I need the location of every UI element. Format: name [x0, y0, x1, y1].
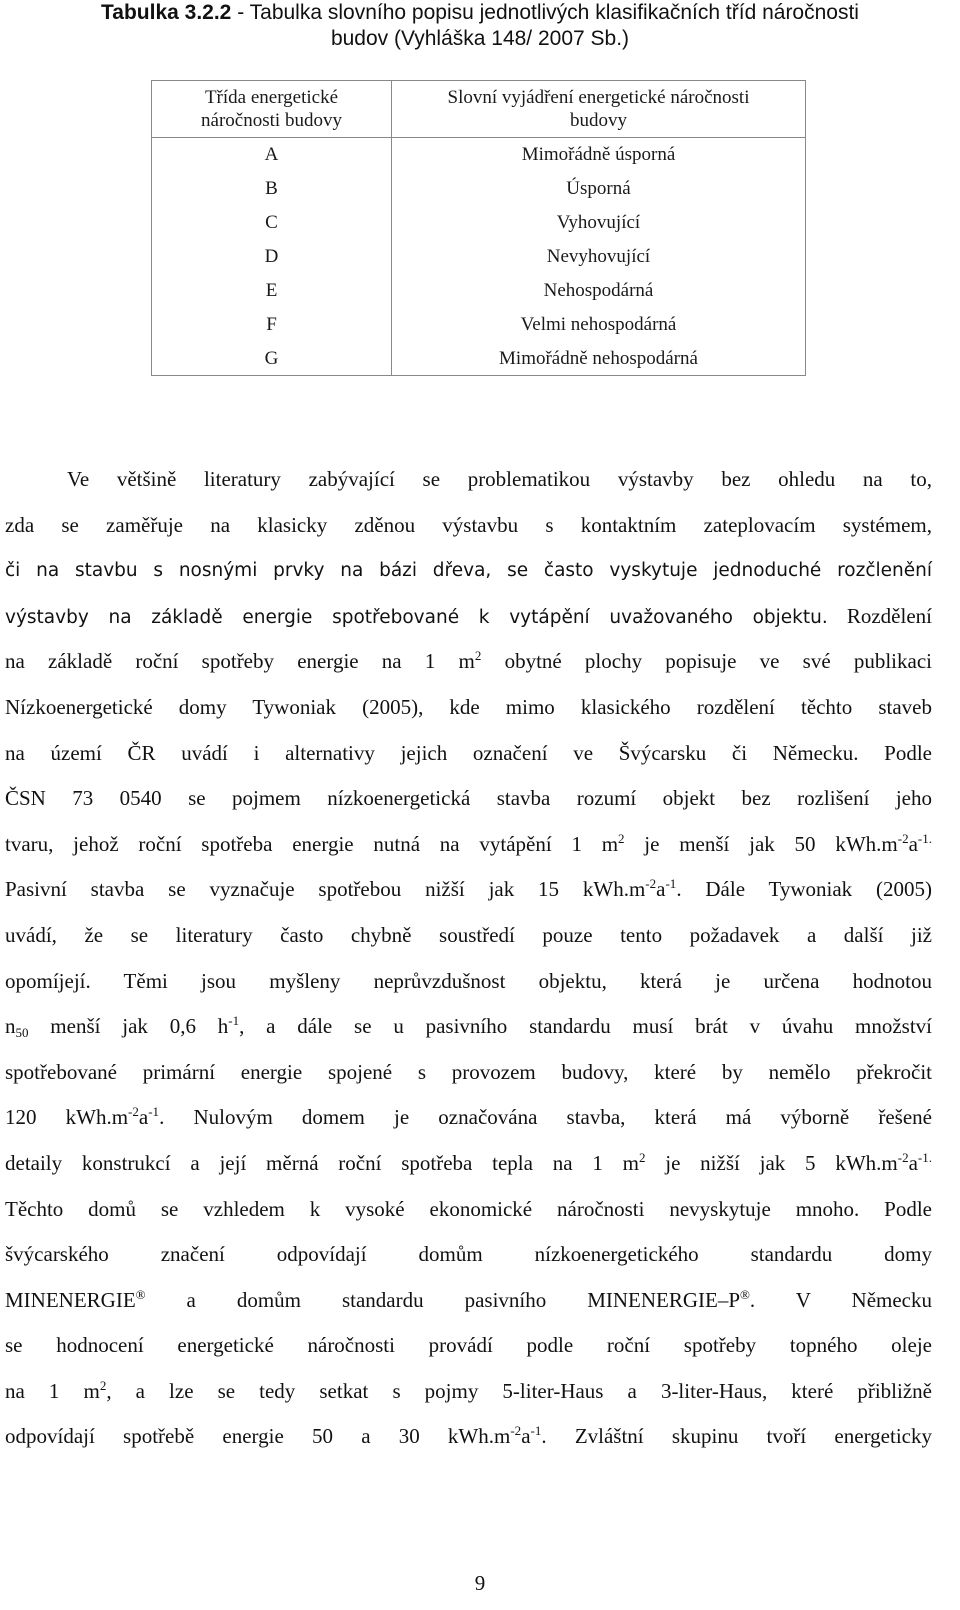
caption-label: Tabulka 3.2.2	[101, 1, 232, 24]
page-number: 9	[474, 1571, 486, 1595]
caption-text: - Tabulka slovního popisu jednotlivých klasifikačních tříd náročnosti	[231, 1, 859, 24]
text-line: zda se zaměřuje na klasicky zděnou výstavbu s kontaktním zateplovacím systémem,	[5, 512, 932, 537]
table-row	[152, 308, 805, 342]
text-line: MINENERGIE® a domům standardu pasivního MINENERGIE–P®. V Německu	[5, 1286, 932, 1312]
description-cell: Mimořádně nehospodárná	[499, 348, 698, 369]
class-cell: C	[152, 206, 392, 240]
header-description: Slovní vyjádření energetické náročnosti budovy	[392, 81, 806, 138]
class-cell: F	[152, 308, 392, 342]
body-paragraph	[5, 457, 932, 1460]
text-line: na základě roční spotřeby energie na 1 $m^2$ obytné plochy popisuje ve své publikaci	[5, 648, 932, 674]
description-cell: Vyhovující	[556, 212, 641, 233]
text-line: Nízkoenergetické domy Tywoniak (2005), kde mimo klasického rozdělení těchto staveb	[5, 694, 932, 719]
text-line: odpovídají spotřebě energie 50 a 30 $kWh.m^{-2}a^{-1}$. Zvláštní skupinu tvoří energeticky	[5, 1423, 932, 1449]
text-line: tvaru, jehož roční spotřeba energie nutná na vytápění 1 $m^2$ je menší jak 50 $kWh.m^{-2}a^{-1.}$	[5, 830, 932, 856]
text-line: spotřebované primární energie spojené s provozem budovy, které by nemělo překročit	[5, 1059, 932, 1084]
table-row	[152, 274, 805, 308]
text-line: detaily konstrukcí a její měrná roční spotřeba tepla na 1 $m^2$ je nižší jak 5 $kWh.m^{-2}a^{-1.}$	[5, 1149, 932, 1175]
table-row	[152, 342, 805, 376]
class-cell: D	[152, 240, 392, 274]
header-class: Třída energetické náročnosti budovy	[152, 81, 392, 138]
text-line: Ve většině literatury zabývající se problematikou výstavby bez ohledu na to,	[67, 467, 932, 491]
description-cell: Velmi nehospodárná	[520, 314, 677, 335]
text-line: uvádí, že se literatury často chybně soustředí pouze tento požadavek a další již	[5, 922, 932, 947]
description-cell: Nevyhovující	[546, 246, 651, 267]
table-row	[152, 172, 805, 206]
table-header-row	[152, 81, 805, 138]
table-row	[152, 138, 805, 173]
text-line: se hodnocení energetické náročnosti provádí podle roční spotřeby topného oleje	[5, 1333, 932, 1358]
classification-table	[151, 80, 806, 376]
caption-line-2: budov (Vyhláška 148/ 2007 Sb.)	[330, 27, 630, 50]
text-line: opomíjejí. Těmi jsou myšleny neprůvzdušnost objektu, která je určena hodnotou	[5, 968, 932, 993]
class-cell: E	[152, 274, 392, 308]
text-line: ČSN 73 0540 se pojmem nízkoenergetická stavba rozumí objekt bez rozlišení jeho	[5, 786, 932, 811]
class-cell: A	[152, 138, 392, 173]
description-cell: Úsporná	[566, 178, 631, 199]
text-line: švýcarského značení odpovídají domům nízkoenergetického standardu domy	[5, 1242, 932, 1267]
caption-line-1	[0, 0, 960, 26]
description-cell: Mimořádně úsporná	[521, 144, 676, 165]
text-line: výstavby na základě energie spotřebované k vytápění uvažovaného objektu. Rozdělení	[5, 603, 932, 628]
text-line: 120 $kWh.m^{-2}a^{-1}$. Nulovým domem je označována stavba, která má výborně řešené	[5, 1104, 932, 1130]
table-caption	[0, 0, 960, 52]
table-row	[152, 206, 805, 240]
table-row	[152, 240, 805, 274]
text-line: $n_{50}$ menší jak 0,6 $h^{-1}$, a dále se u pasivního standardu musí brát v úvahu množství	[5, 1013, 932, 1041]
class-cell: G	[152, 342, 392, 376]
text-line: Pasivní stavba se vyznačuje spotřebou nižší jak 15 $kWh.m^{-2}a^{-1}$. Dále Tywoniak (2005)	[5, 876, 932, 902]
class-cell: B	[152, 172, 392, 206]
text-line: na území ČR uvádí i alternativy jejich označení ve Švýcarsku či Německu. Podle	[5, 740, 932, 765]
description-cell: Nehospodárná	[543, 280, 654, 301]
text-line: na 1 $m^2$, a lze se tedy setkat s pojmy 5-liter-Haus a 3-liter-Haus, které přibližně	[5, 1377, 932, 1403]
text-line: Těchto domů se vzhledem k vysoké ekonomické náročnosti nevyskytuje mnoho. Podle	[5, 1196, 932, 1221]
text-line: či na stavbu s nosnými prvky na bázi dřeva, se často vyskytuje jednoduché rozčlenění	[5, 560, 932, 582]
